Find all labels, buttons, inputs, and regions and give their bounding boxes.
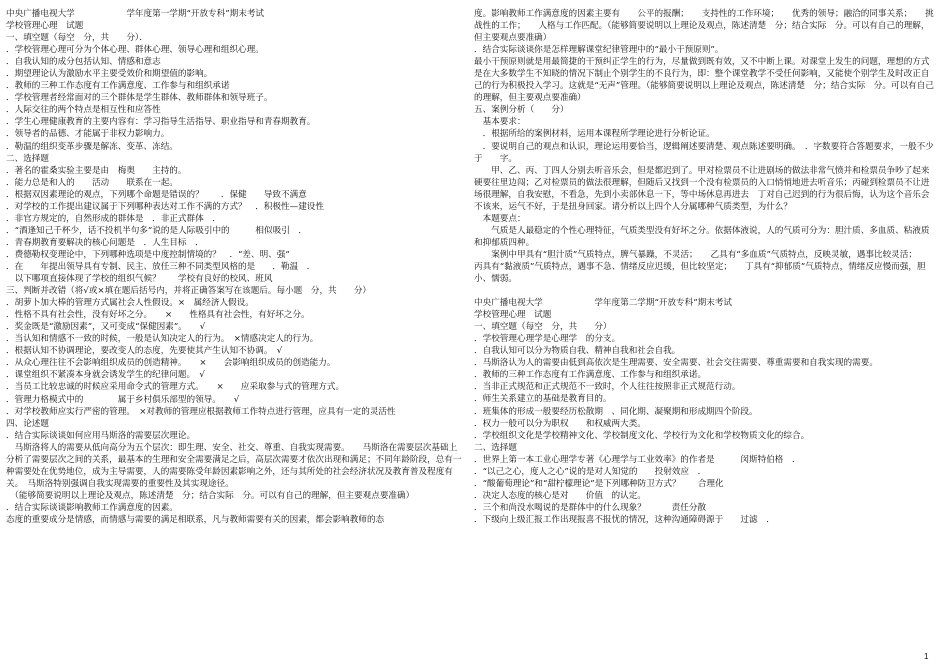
section-heading: 一、填空题（每空 分，共 分） [474, 322, 612, 333]
left-column [6, 8, 462, 526]
choice-item: ．著名的霍桑实验主要是由 梅奥 主持的。 [6, 165, 187, 176]
fill-blank-item: ．学生心理健康教育的主要内容有：学习指导生活指导、职业指导和青春期教育。 [6, 117, 316, 128]
choice-item: ．对学校的工作提出建议属于下列哪种表达对工作不满的方式？ ．积极性—建设性 [6, 201, 324, 212]
fill-blank-item: ．勒温的组织变革步骤是解冻、变革、冻结。 [6, 141, 178, 152]
choice-item: ．决定人态度的核心是对 价值 的认定。 [474, 490, 646, 501]
essay-answer-paragraph: 度。影响教师工作满意度的因素主要有 公平的报酬； 支持性的工作环境； 优秀的领导；融洽的同事关系； 挑战性的工作； 人格与工作匹配。（能够简要说明以上理论及观点，陈述清楚 分；结合实际 分。可以有自己的理解，但主要观点要准确） [474, 9, 934, 44]
choice-item: ．“酒逢知己千杯少，话不投机半句多”说的是人际吸引中的 相似吸引 ． [6, 225, 307, 236]
case-description: 甲、乙、丙、丁四人分别去听音乐会，但是都迟到了。甲对检票员不让进剧场的做法非常气愤并和检票员争吵了起来硬要往里边闯；乙对检票员的做法很理解，但随后又找到一个没有检票员的入口悄悄地进去听音乐；丙碰到检票员不让进场很理解，自我安慰，不看急，先到小卖部休息一下，等中场休息再进去 丁对自己迟到的行为很后悔，认为这个音乐会不该来，运气不好，于是扭身回家。请分析以上四个人分属哪种气质类型，为什么？ [474, 165, 930, 212]
choice-item: ．青春期教育要解决的核心问题是 ．人生目标 ． [6, 237, 204, 248]
section-heading: 二、选择题 [6, 153, 49, 164]
choice-item: ．能力总是和人的 活动 联系在一起。 [6, 177, 178, 188]
requirement-item: ．要说明自己的观点和认识，理论运用要恰当，逻辑阐述要清楚、观点陈述要明确。 ．字数要符合答题要求，一般不少于 字。 [474, 141, 934, 164]
fill-blank-item: ．自我认知可以分为物质自我、精神自我和社会自我。 [474, 346, 681, 357]
judge-item: ．当认知和情感不一致的时候，一般是认知决定人的行为。 ×情感决定人的行为。 [6, 334, 319, 345]
requirement-heading: 基本要求： [474, 117, 526, 128]
judge-item: ．胡萝卜加大棒的管理方式属社会人性假设。× 属经济人假设。 [6, 298, 254, 309]
exam-subject-title: 学校管理心理 试题 [6, 21, 84, 32]
judge-item: ．根据认知不协调理论，要改变人的态度，先要使其产生认知不协调。 √ [6, 346, 283, 357]
essay-question: ．结合实际谈谈如何应用马斯洛的需要层次理论。 [6, 430, 196, 441]
exam-header-line: 中央广播电视大学 学年度第一学期“开放专科”期末考试 [6, 9, 265, 19]
fill-blank-item: ．师生关系建立的基础是教育目的。 [474, 394, 612, 405]
essay-answer-paragraph: 马斯洛将人的需要从低向高分为五个层次：即生理、安全、社交、尊重、自我实现需要。 马斯洛在需要层次基础上分析了需要层次之间的关系，最基本的生理和安全需要满足之后，高层次需要才依次出现和满足；不同年龄阶段，总有一种需要处在优势地位，成为主导需要，人的需要陈受年龄因素影响之外，还与其所处的社会经济状况及教育普及程度有关。 马斯洛特别强调自我实现需要的重要性及其实现途径。 [6, 442, 462, 489]
page-number: 1 [924, 652, 929, 661]
fill-blank-item: ．马斯洛认为人的需要由低到高依次是生理需要、安全需要、社会交往需要、尊重需要和自我实现的需要。 [474, 358, 878, 369]
fill-blank-item: ．领导者的品德、才能属于非权力影响力。 [6, 129, 170, 140]
requirement-item: ．根据所给的案例材料，运用本课程所学理论进行分析论证。 [474, 129, 715, 140]
choice-item: 以下哪项直接体现了学校的组织气候？ 学校有良好的校风、班风 [6, 274, 273, 285]
exam-subject-title: 学校管理心理 试题 [474, 310, 552, 321]
choice-item: ．费德勒权变理论中，下列哪种选项是中度控制情境的？ ．“差、明、强” [6, 249, 290, 260]
exam-header-line: 中央广播电视大学 学年度第二学期“开放专科”期末考试 [474, 298, 733, 309]
fill-blank-item: ．学校管理心理学是心理学 的分支。 [474, 334, 621, 345]
fill-blank-item: ．学校管理者经常面对的三个群体是学生群体、教师群体和领导班子。 [6, 93, 273, 104]
choice-item: ．三个和尚没水喝说的是群体中的什么现象？ 责任分散 [474, 502, 707, 513]
fill-blank-item: ．教师的三种工作态度有工作满意度、工作参与和组织承诺 [6, 81, 230, 92]
choice-item: ．下级向上级汇报工作出现报喜不报忧的情况，这种沟通障碍源于 过滤 ． [474, 514, 775, 525]
judge-item: ．奖金既是“激励因素”，又可变成“保健因素”。 √ [6, 322, 206, 333]
case-answer-paragraph: 案例中甲具有“胆汁质”气质特点，脾气暴躁，不灵活； 乙具有“多血质”气质特点，反映灵敏，遇事比较灵活； 丙具有“黏液质”气质特点，遇事不急、情绪反应迟缓，但比较坚定； 丁具有“抑郁质”气质特点，情绪反应慢而强，胆小、懦弱。 [474, 249, 930, 285]
fill-blank-item: ．学校管理心理可分为个体心理、群体心理、领导心理和组织心理。 [6, 45, 264, 56]
section-heading: 二、选择题 [474, 442, 517, 453]
scoring-note: （能够简要说明以上理论及观点，陈述清楚 分；结合实际 分。可以有自己的理解，但主要观点要准确） [6, 490, 415, 501]
blank-spacer [474, 285, 934, 297]
fill-blank-item: ．学校组织文化是学校精神文化、学校制度文化、学校行为文化和学校物质文化的综合。 [474, 430, 810, 441]
fill-blank-item: ．期望理论认为激励水平主要受效价和期望值的影响。 [6, 69, 213, 80]
fill-blank-item: ．教师的三种工作态度有工作满意度、工作参与和组织承诺。 [474, 370, 707, 381]
choice-item: ．根据双因素理论的观点，下列哪个命题是错误的？ ．保健 导致不满意 [6, 189, 307, 200]
section-heading: 一、填空题（每空 分，共 分）． [6, 33, 148, 44]
section-heading: 三、判断并改错（将√或×填在题后括号内，并将正确答案写在该题后。每小题 分，共 分） [6, 286, 372, 297]
essay-question: ．结合实际谈谈你是怎样理解课堂纪律管理中的“最小干预原则”。 [474, 45, 724, 56]
judge-item: ．对学校教师应实行严密的管理。 ×对教师的管理应根据教师工作特点进行管理，应具有一定的灵活性 [6, 406, 396, 417]
choice-item: ．“酸葡萄理论”和“甜柠檬理论”是下列哪种防卫方式？ 合理化 [474, 478, 724, 489]
fill-blank-item: ．人际交往的两个特点是相互性和应答性 [6, 105, 161, 116]
fill-blank-item: ．自我认知的成分包括认知、情感和意志 [6, 57, 161, 68]
choice-item: ．在 年提出领导具有专制、民主、放任三种不同类型风格的是 ．勒温 ． [6, 261, 316, 272]
section-heading: 五、案例分析（ 分） [474, 105, 569, 116]
judge-item: ．性格不具有社会性，没有好坏之分。 × 性格具有社会性，有好坏之分。 [6, 310, 310, 321]
essay-question: ．结合实际谈谈影响教师工作满意度的因素。 [6, 502, 178, 513]
essay-answer-paragraph: 态度的重要成分是情感，而情感与需要的满足相联系，凡与教师需要有关的因素，都会影响教师的态 [6, 514, 385, 525]
judge-item: ．当员工比较忠诚的时候应采用命令式的管理方式。 × 应采取参与式的管理方式。 [6, 382, 345, 393]
judge-item: ．从众心理往往不会影响组织成员的创造精神。 × 会影响组织成员的创造能力。 [6, 358, 336, 369]
choice-item: ．世界上第一本工业心理学专著《心理学与工业效率》的作者是 闵斯特伯格 ． [474, 454, 801, 465]
key-points-heading: 本题要点： [474, 213, 526, 224]
right-column [474, 8, 934, 526]
fill-blank-item: ．权力一般可以分为职权 和权威两大类。 [474, 418, 646, 429]
choice-item: ．非官方规定的，自然形成的群体是 ．非正式群体 ． [6, 213, 221, 224]
choice-item: ．“以己之心，度人之心”说的是对人知觉的 投射效应 ． [474, 466, 707, 477]
section-heading: 四、论述题 [6, 418, 49, 429]
judge-item: ．课堂组织不紧凑本身就会诱发学生的纪律问题。 √ [6, 370, 205, 381]
essay-answer-paragraph: 最小干预原则就是用最简捷的干预纠正学生的行为，尽量做到既有效，又不中断上课。对课堂上发生的问题，理想的方式是在大多数学生不知晓的情况下制止个别学生的不良行为，即：整个课堂教学不受任何影响，又能使个别学生及时改正自己的行为积极投入学习。这就是“无声”管理。（能够简要说明以上理论及观点，陈述清楚 分；结合实际 分。可以有自己的理解，但主要观点要准确） [474, 57, 934, 104]
fill-blank-item: ．班集体的形成一般要经历松散期 、同化期、凝聚期和形成期四个阶段。 [474, 406, 758, 417]
case-answer-paragraph: 气质是人最稳定的个性心理特征，气质类型没有好坏之分。依据体液说，人的气质可分为：胆汁质、多血质、粘液质和抑郁质四种。 [474, 225, 930, 248]
judge-item: ．管理力格模式中的 属于乡村俱乐部型的领导。 √ [6, 394, 240, 405]
fill-blank-item: ．当非正式规范和正式规范不一致时，个人往往按照非正式规范行动。 [474, 382, 741, 393]
